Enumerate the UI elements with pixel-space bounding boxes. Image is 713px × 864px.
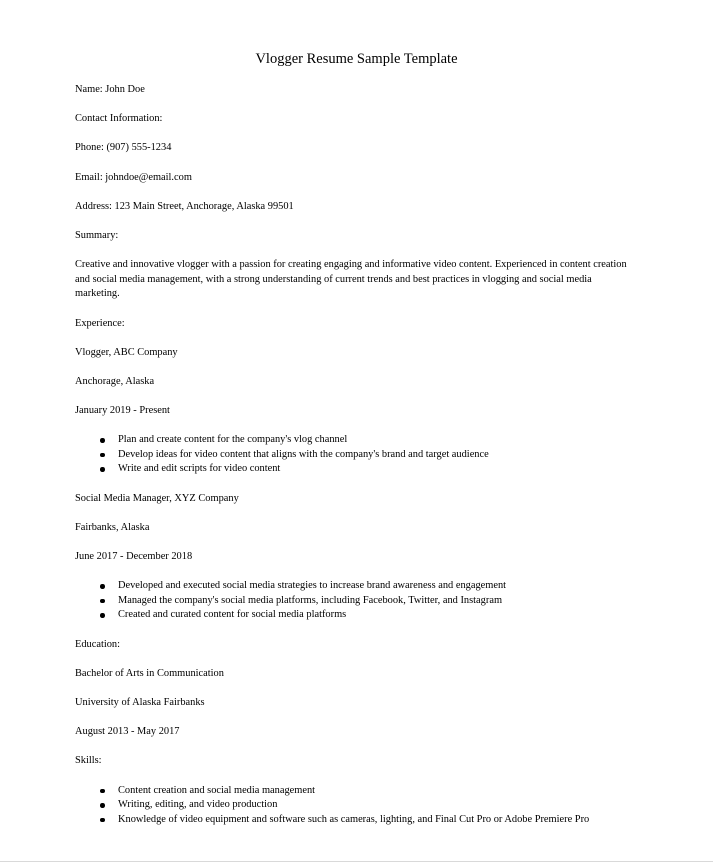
list-item: Write and edit scripts for video content: [118, 462, 635, 477]
job-dates: January 2019 - Present: [75, 405, 170, 417]
page-bottom-divider: [0, 861, 713, 862]
job-location: Anchorage, Alaska: [75, 375, 155, 387]
summary-heading: Summary:: [75, 229, 119, 241]
school-line: University of Alaska Fairbanks: [75, 696, 205, 708]
resume-body: [75, 83, 635, 842]
job-location: Fairbanks, Alaska: [75, 521, 150, 533]
address-line: Address: 123 Main Street, Anchorage, Alaska 99501: [75, 200, 294, 212]
education-dates: August 2013 - May 2017: [75, 726, 180, 738]
list-item: Develop ideas for video content that aligns with the company's brand and target audience: [118, 448, 635, 463]
list-item: Managed the company's social media platforms, including Facebook, Twitter, and Instagram: [118, 594, 635, 609]
list-item: Knowledge of video equipment and software such as cameras, lighting, and Final Cut Pro or Adobe Premiere Pro: [118, 813, 635, 828]
list-item: Content creation and social media management: [118, 784, 635, 799]
list-item: Plan and create content for the company's vlog channel: [118, 433, 635, 448]
job-title: Social Media Manager, XYZ Company: [75, 492, 239, 504]
email-line: Email: johndoe@email.com: [75, 171, 192, 183]
job-bullet-list: [75, 433, 635, 477]
name-line: Name: John Doe: [75, 84, 145, 95]
job-title: Vlogger, ABC Company: [75, 346, 178, 358]
skills-list: [75, 784, 635, 828]
education-heading: Education:: [75, 638, 121, 650]
job-dates: June 2017 - December 2018: [75, 551, 193, 562]
job-bullet-list: [75, 579, 635, 623]
contact-heading: Contact Information:: [75, 113, 163, 125]
list-item: Created and curated content for social media platforms: [118, 608, 635, 623]
degree-line: Bachelor of Arts in Communication: [75, 667, 224, 679]
document-title: Vlogger Resume Sample Template: [255, 51, 458, 67]
list-item: Writing, editing, and video production: [118, 798, 635, 813]
skills-heading: Skills:: [75, 755, 102, 767]
list-item: Developed and executed social media strategies to increase brand awareness and engagement: [118, 579, 635, 594]
summary-text: Creative and innovative vlogger with a passion for creating engaging and informative video content. Experienced in content creation and social media management, with a strong understanding of current trends and best practices in vlogging and social media marketing.: [75, 259, 627, 300]
experience-heading: Experience:: [75, 317, 125, 329]
phone-line: Phone: (907) 555-1234: [75, 142, 172, 154]
